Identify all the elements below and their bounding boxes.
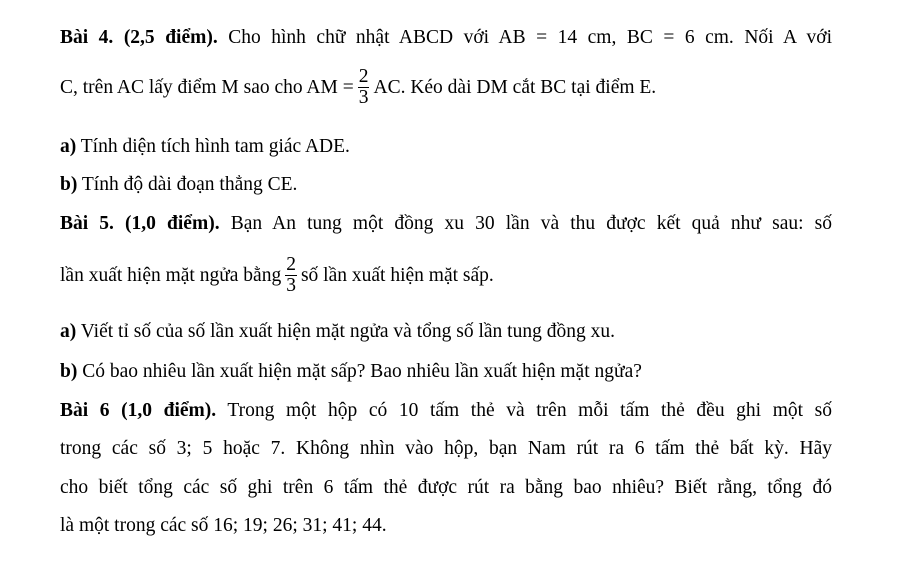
bai5-line-2 [60,256,494,297]
bai4-text-2-pre: C, trên AC lấy điểm M sao cho AM = [60,77,354,98]
bai6-line-1 [60,399,832,423]
bai4-a-text: Tính diện tích hình tam giác ADE. [76,136,350,157]
bai6-line-3 [60,476,832,500]
bai4-part-b [60,173,297,197]
bai6-line-2 [60,437,832,461]
bai5-line-1 [60,212,832,236]
bai5-a-text: Viết tỉ số của số lần xuất hiện mặt ngửa và tổng số lần tung đồng xu. [76,321,615,342]
bai6-title: Bài 6 (1,0 điểm). [60,400,217,421]
bai5-fraction-denominator: 3 [286,275,296,297]
bai4-line-2 [60,68,656,109]
bai5-part-a [60,320,615,344]
bai4-fraction-numerator: 2 [358,66,369,88]
bai4-fraction [358,67,370,108]
bai4-b-text: Tính độ dài đoạn thẳng CE. [77,174,298,195]
bai5-fraction-numerator: 2 [286,254,296,276]
bai4-line-1 [60,26,832,50]
bai5-a-label: a) [60,321,77,342]
bai5-text-2-post: số lần xuất hiện mặt sấp. [300,265,494,286]
bai4-part-a [60,135,350,159]
bai6-line-4 [60,514,387,538]
bai4-title: Bài 4. (2,5 điểm). [60,27,218,48]
bai5-part-b [60,360,642,384]
bai6-text-4: là một trong các số 16; 19; 26; 31; 41; 44. [60,515,387,536]
bai5-text-2-pre: lần xuất hiện mặt ngửa bằng [60,265,282,286]
bai5-b-text: Có bao nhiêu lần xuất hiện mặt sấp? Bao nhiêu lần xuất hiện mặt ngửa? [77,361,642,382]
bai4-fraction-denominator: 3 [358,87,369,109]
bai6-text-1: Trong một hộp có 10 tấm thẻ và trên mỗi tấm thẻ đều ghi một số [216,400,832,421]
bai5-fraction [285,255,297,296]
bai5-text-1: Bạn An tung một đồng xu 30 lần và thu được kết quả như sau: số [219,213,832,234]
bai5-b-label: b) [60,361,78,382]
document-page [60,0,832,566]
bai4-b-label: b) [60,174,78,195]
bai6-text-2: trong các số 3; 5 hoặc 7. Không nhìn vào hộp, bạn Nam rút ra 6 tấm thẻ bất kỳ. Hãy [60,438,832,459]
bai4-a-label: a) [60,136,77,157]
bai4-text-1: Cho hình chữ nhật ABCD với AB = 14 cm, BC = 6 cm. Nối A với [217,27,832,48]
bai4-text-2-post: AC. Kéo dài DM cắt BC tại điểm E. [373,77,657,98]
bai5-title: Bài 5. (1,0 điểm). [60,213,220,234]
bai6-text-3: cho biết tổng các số ghi trên 6 tấm thẻ được rút ra bằng bao nhiêu? Biết rằng, tổng đó [60,477,832,498]
